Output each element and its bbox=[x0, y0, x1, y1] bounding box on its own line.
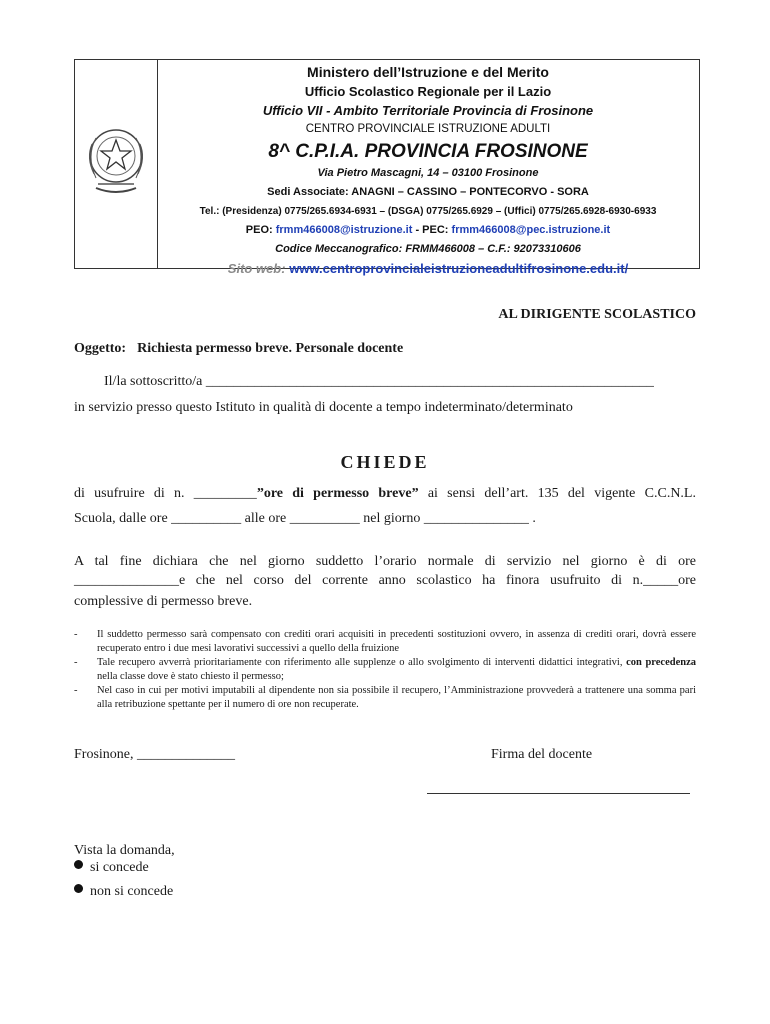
note-item: - Il suddetto permesso sarà compensato con crediti orari acquisiti in precedenti sostituzioni ovvero, in assenza di crediti orari, dovrà essere recuperato entro i due mesi lavorativi successivi a quello della fruizione bbox=[74, 629, 696, 654]
regional-office: Ufficio Scolastico Regionale per il Lazio bbox=[304, 84, 552, 99]
centre-name: CENTRO PROVINCIALE ISTRUZIONE ADULTI bbox=[305, 123, 551, 135]
option-granted: si concede bbox=[74, 860, 149, 876]
declaration-line-3: complessive di permesso breve. bbox=[74, 594, 253, 609]
note-item: - Nel caso in cui per motivi imputabili al dipendente non sia possibile il recupero, l’Amministrazione provvederà a trattenere una somma pari alla retribuzione spettante per il numero di ore non recuperate. bbox=[74, 685, 696, 710]
letterhead-text bbox=[157, 63, 699, 278]
italian-republic-emblem-icon bbox=[80, 122, 152, 198]
territorial-office: Ufficio VII - Ambito Territoriale Provincia di Frosinone bbox=[262, 103, 594, 118]
request-line-2: Scuola, dalle ore __________ alle ore __________ nel giorno _______________ . bbox=[74, 511, 536, 526]
institute-name: 8^ C.P.I.A. PROVINCIA FROSINONE bbox=[268, 141, 588, 162]
subject bbox=[74, 341, 403, 357]
peo-email-link[interactable]: frmm466008@istruzione.it bbox=[275, 224, 413, 236]
website-link[interactable]: www.centroprovincialeistruzioneadultifrosinone.edu.it/ bbox=[289, 261, 629, 276]
declaration-line-1: A tal fine dichiara che nel giorno suddetto l’orario normale di servizio nel giorno è di ore bbox=[74, 554, 696, 569]
service-line: in servizio presso questo Istituto in qualità di docente a tempo indeterminato/determinato bbox=[74, 400, 573, 415]
emblem-cell bbox=[75, 60, 158, 268]
bullet-icon bbox=[74, 884, 83, 893]
signature-label: Firma del docente bbox=[491, 747, 593, 762]
fiscal-codes: Codice Meccanografico: FRMM466008 – C.F.: 92073310606 bbox=[275, 243, 581, 255]
declaration-line-2: _______________e che nel corso del corrente anno scolastico ha finora usufruito di n._____ore bbox=[74, 573, 696, 588]
request-heading: CHIEDE bbox=[340, 452, 430, 472]
subject-label: Oggetto: bbox=[74, 341, 127, 356]
email-line: PEO: frmm466008@istruzione.it - PEC: frmm466008@pec.istruzione.it bbox=[245, 224, 611, 236]
address: Via Pietro Mascagni, 14 – 03100 Frosinone bbox=[317, 167, 539, 179]
notes-list bbox=[74, 628, 696, 712]
website-line: Sito web: www.centroprovincialeistruzioneadultifrosinone.edu.it/ bbox=[227, 261, 629, 276]
place-date: Frosinone, ______________ bbox=[74, 747, 235, 762]
pec-email-link[interactable]: frmm466008@pec.istruzione.it bbox=[451, 224, 611, 236]
signature-line bbox=[427, 793, 690, 794]
ministry-name: Ministero dell’Istruzione e del Merito bbox=[307, 64, 549, 80]
option-denied: non si concede bbox=[74, 884, 173, 900]
review-label: Vista la domanda, bbox=[74, 843, 175, 858]
note-item: - Tale recupero avverrà prioritariamente con riferimento alle supplenze o allo svolgimento di interventi didattici integrativi, con precedenza nella classe dove è stato chiesto il permesso; bbox=[74, 657, 696, 682]
request-line-1: di usufruire di n. _________”ore di permesso breve” ai sensi dell’art. 135 del vigente C.C.N.L. bbox=[74, 486, 696, 501]
associated-sites: Sedi Associate: ANAGNI – CASSINO – PONTECORVO - SORA bbox=[267, 186, 589, 198]
recipient: AL DIRIGENTE SCOLASTICO bbox=[498, 307, 696, 322]
subject-text: Richiesta permesso breve. Personale docente bbox=[137, 341, 404, 356]
bullet-icon bbox=[74, 860, 83, 869]
letterhead bbox=[74, 59, 700, 276]
declarant-line: Il/la sottoscritto/a ________________________________________________________________ bbox=[104, 374, 654, 389]
phone-numbers: Tel.: (Presidenza) 0775/265.6934-6931 – (DSGA) 0775/265.6929 – (Uffici) 0775/265.6928-6930-6933 bbox=[199, 206, 657, 217]
